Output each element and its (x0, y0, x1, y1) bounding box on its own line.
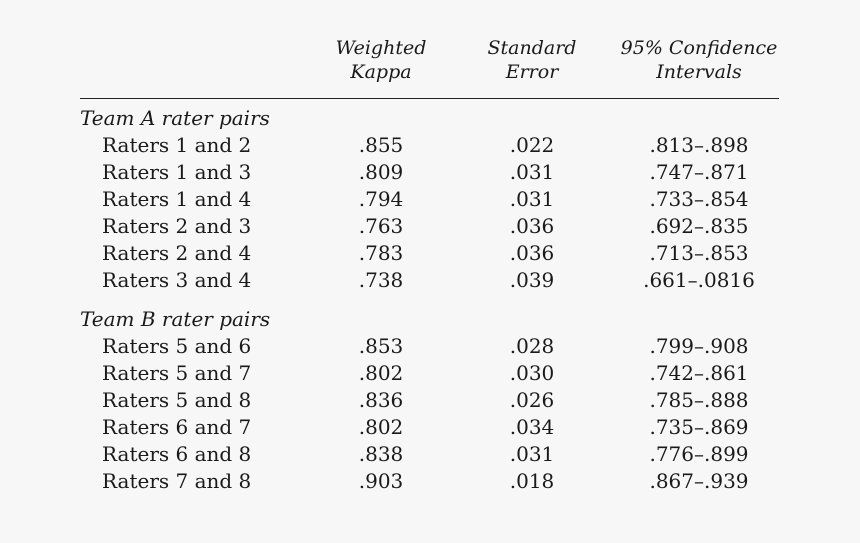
ci-value: .776–.899 (649, 442, 749, 466)
se-value: .036 (509, 214, 555, 238)
row-label: Raters 1 and 4 (102, 187, 252, 211)
table-row (80, 387, 779, 414)
row-label: Raters 2 and 4 (102, 241, 252, 265)
row-label: Raters 1 and 3 (102, 160, 252, 184)
row-label: Raters 1 and 2 (102, 133, 252, 157)
table-row (80, 213, 779, 240)
kappa-table (80, 36, 779, 495)
kappa-value: .853 (358, 334, 404, 358)
row-label: Raters 6 and 7 (102, 415, 252, 439)
kappa-value: .838 (358, 442, 404, 466)
se-value: .031 (509, 187, 555, 211)
kappa-value: .809 (358, 160, 404, 184)
kappa-value: .738 (358, 268, 404, 292)
section-gap (80, 294, 779, 300)
table-row (80, 186, 779, 213)
kappa-value: .763 (358, 214, 404, 238)
table-row (80, 468, 779, 495)
kappa-value: .783 (358, 241, 404, 265)
table-row (80, 132, 779, 159)
se-value: .039 (509, 268, 555, 292)
row-label: Raters 5 and 6 (102, 334, 252, 358)
ci-value: .713–.853 (649, 241, 749, 265)
se-value: .022 (509, 133, 555, 157)
row-label: Raters 5 and 7 (102, 361, 252, 385)
row-label: Raters 2 and 3 (102, 214, 252, 238)
row-label: Raters 3 and 4 (102, 268, 252, 292)
se-value: .018 (509, 469, 555, 493)
se-value: .026 (509, 388, 555, 412)
se-value: .028 (509, 334, 555, 358)
se-value: .036 (509, 241, 555, 265)
ci-value: .813–.898 (649, 133, 749, 157)
row-label: Raters 6 and 8 (102, 442, 252, 466)
row-label: Raters 5 and 8 (102, 388, 252, 412)
se-value: .031 (509, 442, 555, 466)
ci-value: .692–.835 (649, 214, 749, 238)
kappa-value: .802 (358, 361, 404, 385)
ci-value: .747–.871 (649, 160, 749, 184)
header-standard-error: Standard Error (487, 37, 577, 83)
table-row (80, 159, 779, 186)
kappa-value: .794 (358, 187, 404, 211)
header-confidence-intervals: 95% Confidence Intervals (620, 37, 778, 83)
table-row (80, 333, 779, 360)
se-value: .030 (509, 361, 555, 385)
se-value: .034 (509, 415, 555, 439)
ci-value: .661–.0816 (643, 268, 755, 292)
table-row (80, 240, 779, 267)
ci-value: .799–.908 (649, 334, 749, 358)
se-value: .031 (509, 160, 555, 184)
kappa-value: .836 (358, 388, 404, 412)
table-row (80, 267, 779, 294)
ci-value: .742–.861 (649, 361, 749, 385)
table-row (80, 360, 779, 387)
table-header (80, 36, 779, 99)
kappa-value: .802 (358, 415, 404, 439)
row-label: Raters 7 and 8 (102, 469, 252, 493)
kappa-value: .903 (358, 469, 404, 493)
table-row (80, 414, 779, 441)
table-row (80, 441, 779, 468)
header-weighted-kappa: Weighted Kappa (335, 37, 427, 83)
section-title-team-b: Team B rater pairs (80, 307, 271, 331)
ci-value: .733–.854 (649, 187, 749, 211)
ci-value: .735–.869 (649, 415, 749, 439)
section-title-team-a: Team A rater pairs (80, 106, 270, 130)
kappa-value: .855 (358, 133, 404, 157)
ci-value: .785–.888 (649, 388, 749, 412)
ci-value: .867–.939 (649, 469, 749, 493)
